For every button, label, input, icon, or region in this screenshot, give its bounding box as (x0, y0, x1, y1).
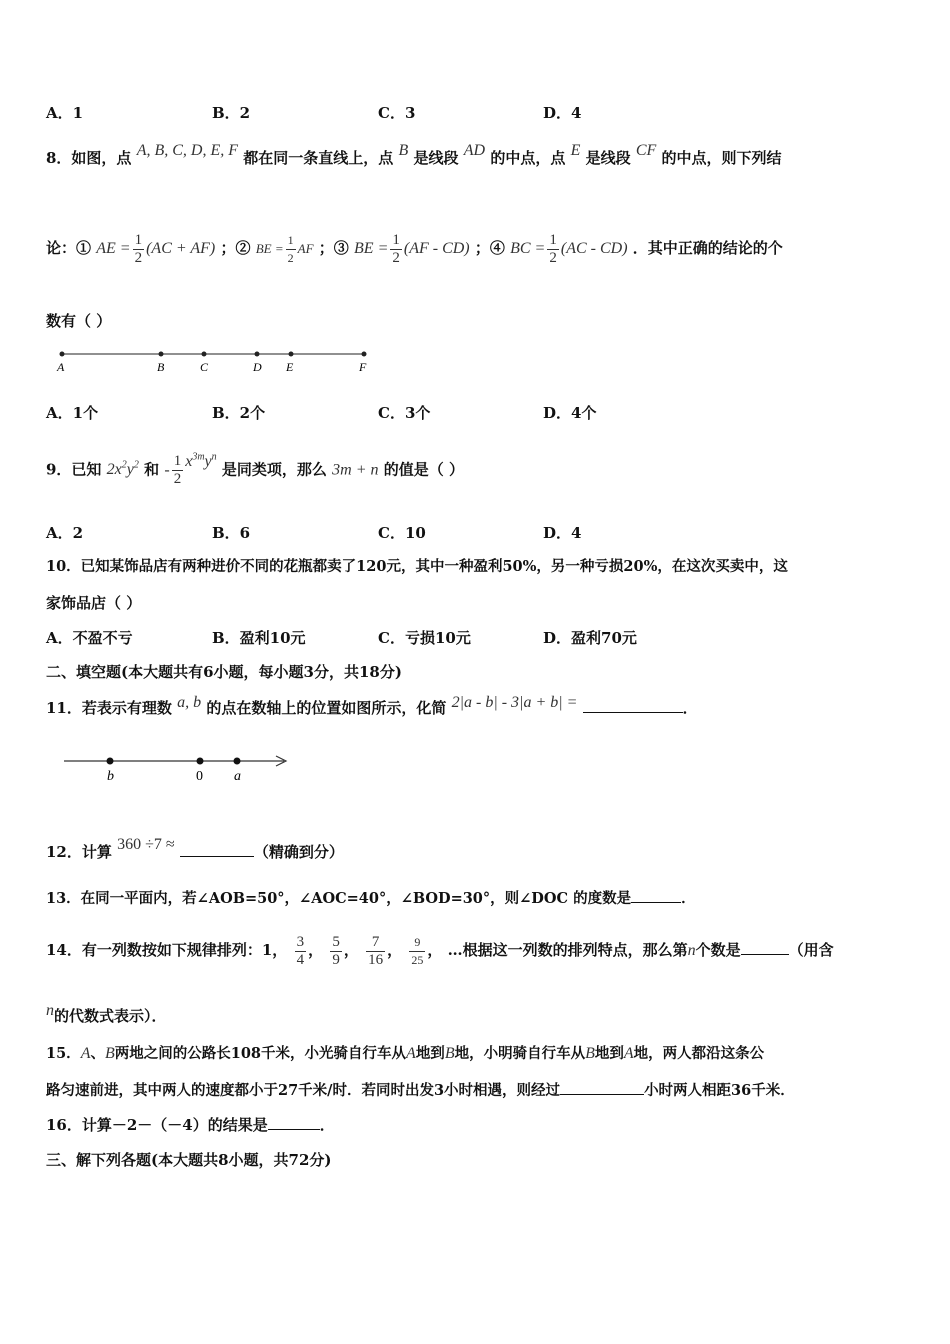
q14-comma-4: ， (427, 941, 443, 959)
q11-label-zero: 0 (196, 769, 203, 784)
q11-vars: a, b (177, 694, 202, 711)
q8-segment-ad: AD (463, 142, 486, 159)
q8-tail: ．其中正确的结论的个 (632, 239, 783, 257)
q12-suffix: （精确到分） (253, 843, 344, 861)
q8-point-e: E (570, 142, 581, 159)
q8-dot-f (362, 352, 367, 357)
q8-dot-e (289, 352, 294, 357)
q8-text5: 的中点，则下列结 (661, 149, 782, 167)
q7-option-c: C．3 (378, 104, 416, 122)
q16-line (46, 1115, 335, 1135)
q10-line1: 10．已知某饰品店有两种进价不同的花瓶都卖了120元，其中一种盈利50%，另一种亏损20%，在这次买卖中，这 (46, 558, 788, 575)
q8-point-b: B (398, 142, 409, 159)
q11-text1: 的点在数轴上的位置如图所示，化简 (206, 699, 447, 717)
q9-half: $\frac{1}{2}$ (173, 452, 182, 487)
q15-answer-blank[interactable] (560, 1080, 644, 1095)
q15-text3: 地，小明骑自行车从 (454, 1045, 586, 1062)
q12-line (46, 836, 344, 863)
q11-answer-blank[interactable] (583, 698, 683, 713)
q8-points-list: A, B, C, D, E, F (136, 142, 239, 159)
q14-line2-text: 的代数式表示）． (54, 1007, 167, 1025)
q16-text: 16．计算－2－（－4）的结果是 (46, 1116, 268, 1134)
q15-text2: 地到 (415, 1045, 445, 1062)
q14-comma-2: ， (343, 941, 359, 959)
q9-neg: - (164, 461, 170, 479)
q8-text2: 是线段 (413, 149, 459, 167)
q15-prefix: 15． (46, 1045, 81, 1062)
q8-dot-a (60, 352, 65, 357)
q8-c4-expr: (AC - CD) (560, 240, 628, 257)
q14-frac-1: $\frac{3}{4}$ (296, 933, 305, 968)
q11-end: ． (682, 699, 698, 717)
q8-label-b: B (157, 360, 165, 374)
q8-c2-half: $\frac{1}{2}$ (287, 232, 294, 265)
q13-answer-blank[interactable] (631, 888, 681, 903)
q15-text5: 地，两人都沿这条公 (633, 1045, 765, 1062)
q8-c4-half: $\frac{1}{2}$ (549, 231, 557, 266)
q8-line-figure (46, 345, 386, 377)
q8-prefix: 8．如图，点 (46, 149, 132, 167)
q11-line (46, 694, 698, 719)
q7-option-a: A．1 (46, 104, 84, 122)
q14-frac-4: $\frac{9}{25}$ (411, 934, 424, 967)
q8-c3-left: BE = (354, 240, 389, 257)
q9-option-c: C．10 (378, 524, 426, 542)
q12-expr: 360 ÷7 ≈ (117, 836, 175, 853)
q7-option-b: B．2 (212, 104, 251, 122)
q8-segment-cf: CF (635, 142, 657, 159)
q16-end: ． (319, 1116, 335, 1134)
q8-c3-expr: (AF - CD) (403, 240, 470, 257)
q9-expr: 3m + n (332, 461, 379, 479)
q10-option-a: A．不盈不亏 (46, 629, 133, 647)
q8-option-b: B．2个 (212, 404, 266, 422)
q9-and: 和 (144, 460, 160, 479)
q8-sep2: ；② (220, 239, 251, 257)
q8-dot-c (202, 352, 207, 357)
q8-lead: 论：① (46, 239, 92, 257)
q8-label-c: C (200, 360, 209, 374)
q8-line3: 数有（ ） (46, 312, 112, 330)
q14-prefix: 14．有一列数按如下规律排列：1， (46, 941, 288, 959)
q8-line2 (46, 228, 783, 269)
q13-end: ． (681, 890, 696, 907)
q15-b3: B (585, 1045, 595, 1062)
q15-text4: 地到 (594, 1045, 624, 1062)
q15-a: A (80, 1045, 91, 1062)
q10-option-b: B．盈利10元 (212, 629, 306, 647)
q8-sep4: ；④ (474, 239, 505, 257)
q8-label-d: D (253, 360, 262, 374)
q14-comma-1: ， (308, 941, 324, 959)
q15-b2: B (444, 1045, 455, 1062)
q11-dot-b (107, 758, 114, 765)
q8-c1-expr: (AC + AF) (146, 240, 216, 257)
q11-label-b: b (107, 769, 114, 784)
q11-expr: 2|a - b| - 3|a + b| = (451, 694, 578, 711)
q9-line (46, 444, 464, 492)
q8-option-c: C．3个 (378, 404, 431, 422)
q8-option-d: D．4个 (543, 404, 597, 422)
q13-line (46, 888, 696, 909)
q9-option-a: A．2 (46, 524, 84, 542)
q9-term1: $2x^2y^2$ (106, 460, 139, 479)
q14-comma-3: ， (387, 941, 403, 959)
q11-dot-a (234, 758, 241, 765)
q8-c4-left: BC = (510, 240, 546, 257)
q8-label-e: E (286, 360, 294, 374)
q9-prefix: 9．已知 (46, 460, 102, 479)
q14-text2: 个数是 (695, 941, 741, 959)
q15-line2 (46, 1080, 795, 1101)
q8-text3: 的中点，点 (490, 149, 566, 167)
q14-answer-blank[interactable] (741, 940, 789, 955)
q14-line2-n: n (46, 1002, 54, 1019)
q9-option-b: B．6 (212, 524, 251, 542)
q14-text1: …根据这一列数的排列特点，那么第 (447, 941, 688, 959)
q8-text1: 都在同一条直线上，点 (243, 149, 394, 167)
q7-option-d: D．4 (543, 104, 582, 122)
q14-text3: （用含 (788, 941, 834, 959)
q13-text: 13．在同一平面内，若∠AOB=50°，∠AOC=40°，∠BOD=30°，则∠DOC 的度数是 (46, 890, 632, 907)
q8-label-a: A (57, 360, 65, 374)
q8-line1 (46, 142, 782, 169)
q15-line2b: 小时两人相距36千米． (644, 1082, 795, 1099)
q8-c2-left: BE = (255, 241, 284, 256)
section3-heading: 三、解下列各题(本大题共8小题，共72分) (46, 1151, 332, 1169)
q8-label-f: F (359, 360, 367, 374)
q14-frac-3: $\frac{7}{16}$ (368, 933, 384, 968)
q8-dot-d (255, 352, 260, 357)
q11-dot-zero (197, 758, 204, 765)
q9-term2: $x^{3m}y^n$ (185, 452, 217, 471)
q8-c2-expr: AF (297, 241, 314, 256)
q8-dot-b (159, 352, 164, 357)
q10-line2: 家饰品店（ ） (46, 594, 142, 612)
q15-a2: A (406, 1045, 416, 1062)
q8-sep3: ；③ (318, 239, 349, 257)
q14-frac-2: $\frac{5}{9}$ (332, 933, 340, 968)
q11-prefix: 11．若表示有理数 (46, 699, 172, 717)
q9-text2: 的值是（ ） (383, 460, 464, 479)
q8-c3-half: $\frac{1}{2}$ (392, 231, 400, 266)
q14-n: n (687, 942, 696, 959)
section2-heading: 二、填空题(本大题共有6小题，每小题3分，共18分) (46, 663, 402, 681)
q16-answer-blank[interactable] (268, 1115, 320, 1130)
q9-text1: 是同类项，那么 (221, 460, 327, 479)
q14-line2 (46, 1002, 167, 1027)
q10-option-c: C．亏损10元 (378, 629, 471, 647)
q9-option-d: D．4 (543, 524, 582, 542)
q8-c1-half: $\frac{1}{2}$ (134, 231, 143, 266)
q12-prefix: 12．计算 (46, 843, 112, 861)
q11-label-a: a (234, 769, 241, 784)
q12-answer-blank[interactable] (180, 842, 254, 857)
q15-line1 (46, 1044, 764, 1064)
q15-a3: A (623, 1045, 634, 1062)
q14-line1 (46, 928, 834, 973)
q8-option-a: A．1个 (46, 404, 99, 422)
q10-option-d: D．盈利70元 (543, 629, 637, 647)
q15-sep: 、 (90, 1045, 105, 1062)
q15-b: B (104, 1045, 115, 1062)
q8-text4: 是线段 (585, 149, 631, 167)
q11-number-line (62, 750, 294, 788)
q8-c1-left: AE = (96, 240, 131, 257)
q15-line2a: 路匀速前进，其中两人的速度都小于27千米/时．若同时出发3小时相遇，则经过 (46, 1082, 561, 1099)
q15-text1: 两地之间的公路长108千米，小光骑自行车从 (114, 1045, 407, 1062)
